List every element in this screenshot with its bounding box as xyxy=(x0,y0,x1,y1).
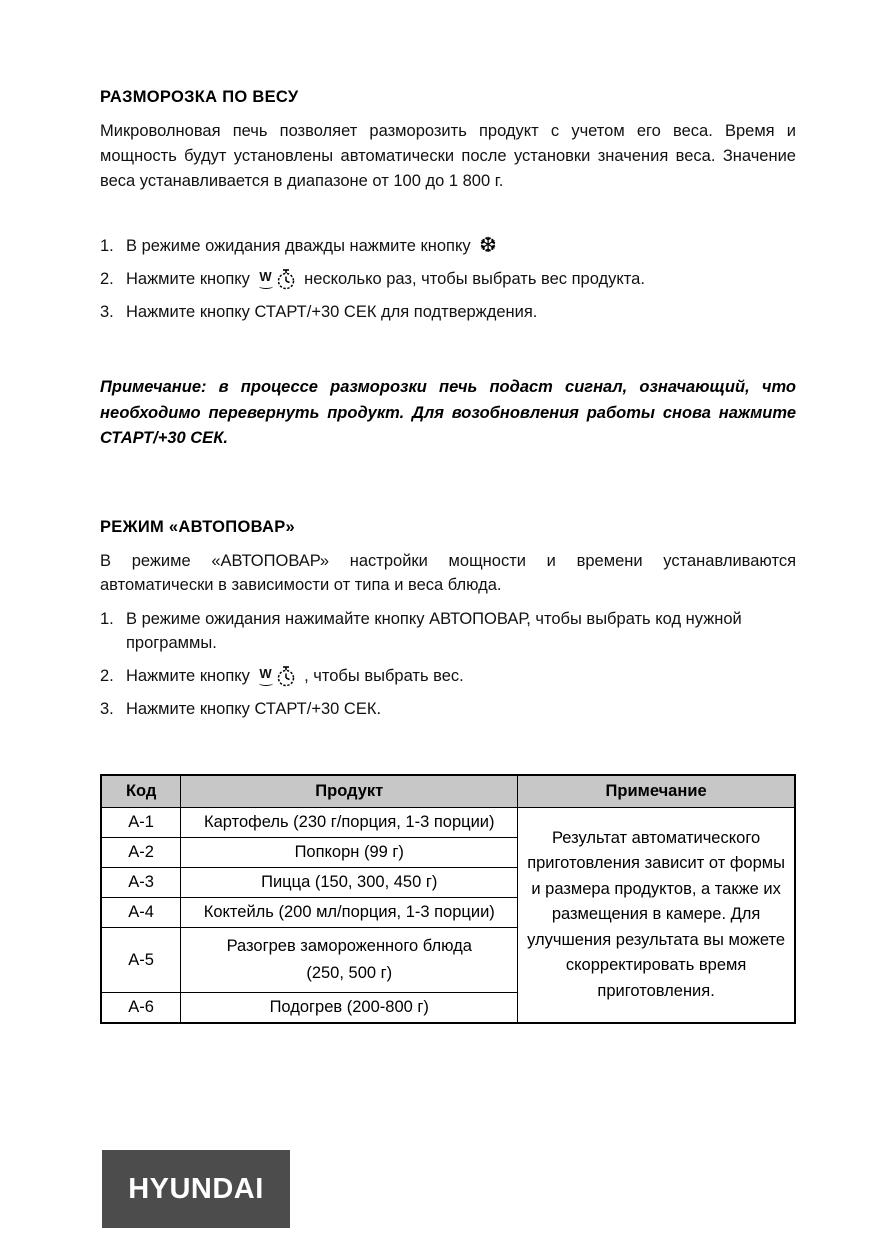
timer-clock-icon xyxy=(276,666,296,688)
cell-product: Картофель (230 г/порция, 1-3 порции) xyxy=(181,807,518,837)
brand-logo xyxy=(102,1150,290,1228)
page-content xyxy=(100,88,796,1024)
cell-code: А-2 xyxy=(101,837,181,867)
step-text: Нажмите кнопку СТАРТ/+30 СЕК. xyxy=(126,699,382,718)
table-header-row xyxy=(101,775,795,808)
col-header-remark: Примечание xyxy=(518,775,795,808)
section-title-defrost: РАЗМОРОЗКА ПО ВЕСУ xyxy=(100,88,299,106)
list-item xyxy=(100,268,796,292)
step-number: 1. xyxy=(100,610,114,629)
autocook-intro: В режиме «АВТОПОВАР» настройки мощности и времени устанавливаются автоматически в зависимости от типа и веса блюда. xyxy=(100,551,796,595)
table-row xyxy=(101,807,795,837)
cell-code: А-1 xyxy=(101,807,181,837)
autocook-steps xyxy=(100,608,796,722)
step-number: 3. xyxy=(100,699,114,718)
defrost-snowflake-icon: ❆ xyxy=(479,234,497,258)
defrost-note: Примечание: в процессе разморозки печь подаст сигнал, означающий, что необходимо перевернуть продукт. Для возобновления работы снова нажмите СТАРТ/+30 СЕК. xyxy=(100,378,796,448)
list-item xyxy=(100,608,796,656)
section-title-autocook: РЕЖИМ «АВТОПОВАР» xyxy=(100,517,295,536)
col-header-product: Продукт xyxy=(181,775,518,808)
defrost-intro: Микроволновая печь позволяет разморозить продукт с учетом его веса. Время и мощность будут установлены автоматически после установки значения веса. Значение веса устанавливается в диапазоне от 100 до 1 800 г. xyxy=(100,122,796,190)
defrost-steps xyxy=(100,235,796,325)
brand-name: HYUNDAI xyxy=(128,1172,264,1205)
cell-product: Разогрев замороженного блюда (250, 500 г) xyxy=(181,927,518,992)
cell-code: А-6 xyxy=(101,993,181,1024)
cell-product: Пицца (150, 300, 450 г) xyxy=(181,867,518,897)
cell-code: А-4 xyxy=(101,897,181,927)
cell-product: Подогрев (200-800 г) xyxy=(181,993,518,1024)
autocook-program-table xyxy=(100,774,796,1024)
list-item xyxy=(100,235,796,259)
list-item xyxy=(100,698,796,722)
cell-product: Попкорн (99 г) xyxy=(181,837,518,867)
cell-remark: Результат автоматического приготовления зависит от формы и размера продуктов, а также их размещения в камере. Для улучшения результата вы можете скорректировать время приготовления. xyxy=(518,807,795,1023)
list-item xyxy=(100,301,796,325)
cell-code: А-3 xyxy=(101,867,181,897)
step-number: 3. xyxy=(100,303,114,322)
timer-clock-icon xyxy=(276,269,296,291)
step-text: В режиме ожидания дважды нажмите кнопку ❆ xyxy=(126,234,497,258)
step-text: Нажмите кнопку СТАРТ/+30 СЕК для подтверждения. xyxy=(126,303,538,322)
list-item xyxy=(100,665,796,689)
cell-product: Коктейль (200 мл/порция, 1-3 порции) xyxy=(181,897,518,927)
step-text: Нажмите кнопку W несколько раз, чтобы выбрать вес продукта. xyxy=(126,268,796,292)
weight-timer-icon xyxy=(259,666,296,688)
step-number: 2. xyxy=(100,270,114,289)
col-header-code: Код xyxy=(101,775,181,808)
step-text: Нажмите кнопку W , чтобы выбрать вес. xyxy=(126,665,796,689)
step-text: В режиме ожидания нажимайте кнопку АВТОПОВАР, чтобы выбрать код нужной программы. xyxy=(126,610,742,653)
weight-icon: W xyxy=(259,667,273,686)
cell-code: А-5 xyxy=(101,927,181,992)
weight-timer-icon xyxy=(259,269,296,291)
weight-icon: W xyxy=(259,270,273,289)
step-number: 1. xyxy=(100,237,114,256)
step-number: 2. xyxy=(100,667,114,686)
